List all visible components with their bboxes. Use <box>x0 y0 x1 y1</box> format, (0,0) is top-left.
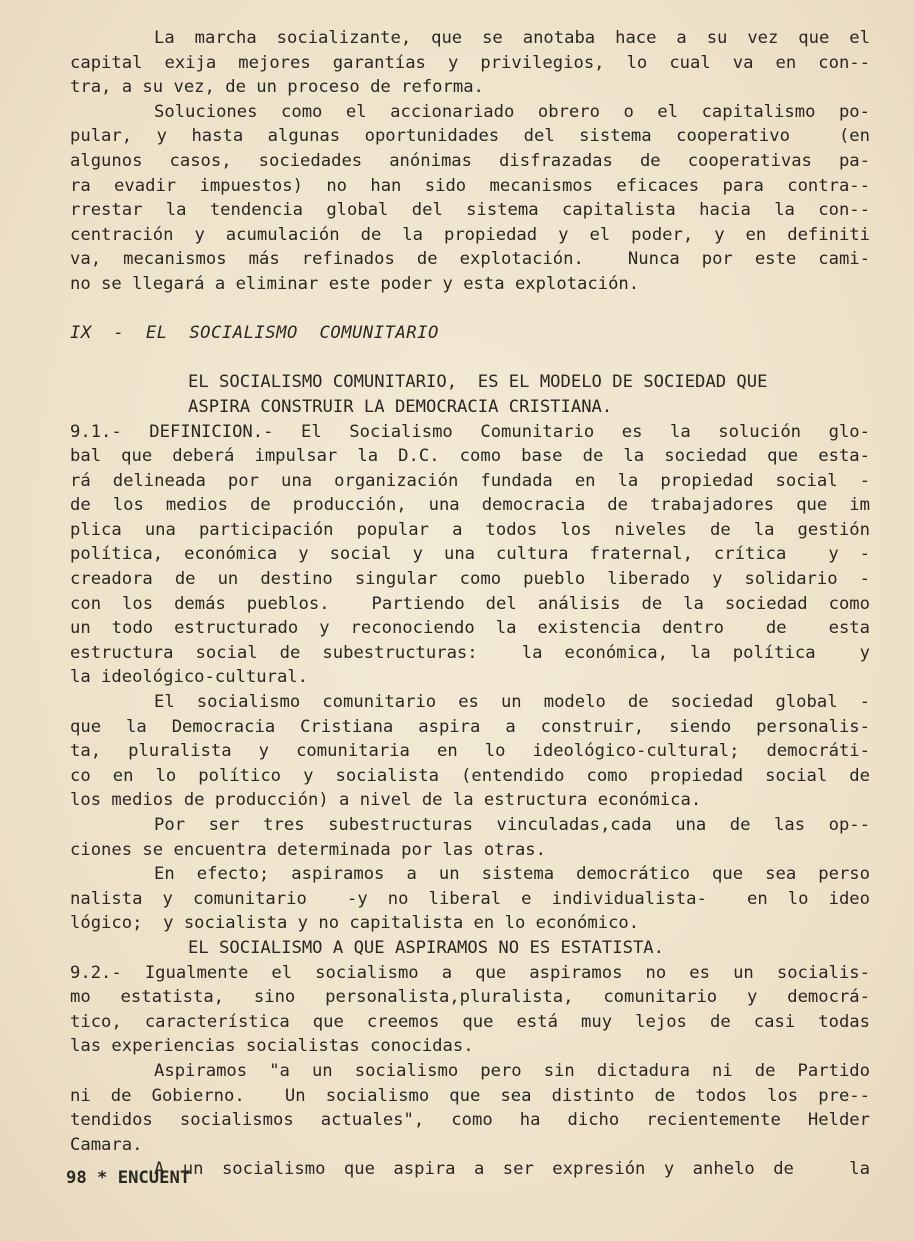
text-line: un todo estructurado y reconociendo la existencia dentro de esta <box>70 618 870 639</box>
text-line: Por ser tres subestructuras vinculadas,cada una de las op-- <box>154 815 870 835</box>
text-line: va, mecanismos más refinados de explotación. Nunca por este cami- <box>70 249 870 270</box>
text-line: creadora de un destino singular como pueblo liberado y solidario - <box>70 569 870 590</box>
spacer <box>70 346 870 371</box>
text-line: ra evadir impuestos) no han sido mecanismos eficaces para contra-- <box>70 175 870 196</box>
text-line: las experiencias socialistas conocidas. <box>70 1036 474 1057</box>
text-line: mo estatista, sino personalista,pluralista, comunitario y democrá- <box>70 987 870 1008</box>
text-line: nalista y comunitario -y no liberal e individualista- en lo ideo <box>70 888 870 909</box>
text-line: ni de Gobierno. Un socialismo que sea distinto de todos los pre-- <box>70 1085 870 1106</box>
text-line: tra, a su vez, de un proceso de reforma. <box>70 77 484 98</box>
text-line: 9.1.- DEFINICION.- El Socialismo Comunitario es la solución glo- <box>70 421 870 442</box>
document-body <box>70 26 870 1182</box>
text-line: de los medios de producción, una democracia de trabajadores que im <box>70 495 870 516</box>
text-line: estructura social de subestructuras: la económica, la política y <box>70 642 870 663</box>
text-line: con los demás pueblos. Partiendo del análisis de la sociedad como <box>70 593 870 614</box>
text-line: tendidos socialismos actuales", como ha dicho recientemente Helder <box>70 1110 870 1131</box>
text-line: 9.2.- Igualmente el socialismo a que aspiramos no es un socialis- <box>70 962 870 983</box>
text-line: los medios de producción) a nivel de la estructura económica. <box>70 790 702 811</box>
text-line: pular, y hasta algunas oportunidades del sistema cooperativo (en <box>70 126 870 147</box>
section-heading: EL SOCIALISMO A QUE ASPIRAMOS NO ES ESTATISTA. <box>188 937 664 958</box>
text-line: Camara. <box>70 1134 143 1155</box>
text-line: tico, característica que creemos que está muy lejos de casi todas <box>70 1011 870 1032</box>
section-heading: ASPIRA CONSTRUIR LA DEMOCRACIA CRISTIANA. <box>188 396 613 417</box>
text-line: rá delineada por una organización fundada en la propiedad social - <box>70 470 870 491</box>
text-line: lógico; y socialista y no capitalista en lo económico. <box>70 913 640 934</box>
text-line: El socialismo comunitario es un modelo de sociedad global - <box>154 692 870 713</box>
text-line: En efecto; aspiramos a un sistema democrático que sea perso <box>154 864 870 885</box>
text-line: bal que deberá impulsar la D.C. como base de la sociedad que esta- <box>70 446 870 467</box>
text-line: algunos casos, sociedades anónimas disfrazadas de cooperativas pa- <box>70 150 870 171</box>
text-line: rrestar la tendencia global del sistema capitalista hacia la con-- <box>70 200 870 221</box>
page-footer: 98 * ENCUENT <box>66 1168 191 1188</box>
text-line: Aspiramos "a un socialismo pero sin dictadura ni de Partido <box>154 1060 870 1081</box>
text-line: centración y acumulación de la propiedad y el poder, y en definiti <box>70 224 870 245</box>
text-line: capital exija mejores garantías y privilegios, lo cual va en con-- <box>70 52 870 73</box>
section-title: IX - EL SOCIALISMO COMUNITARIO <box>70 323 439 344</box>
text-line: plica una participación popular a todos los niveles de la gestión <box>70 519 870 540</box>
text-line: co en lo político y socialista (entendido como propiedad social de <box>70 765 870 786</box>
text-line: A un socialismo que aspira a ser expresión y anhelo de la <box>154 1159 870 1180</box>
text-line: La marcha socializante, que se anotaba hace a su vez que el <box>154 28 870 48</box>
spacer <box>70 297 870 322</box>
text-line: la ideológico-cultural. <box>70 667 308 688</box>
text-line: no se llegará a eliminar este poder y esta explotación. <box>70 273 640 294</box>
section-heading: EL SOCIALISMO COMUNITARIO, ES EL MODELO DE SOCIEDAD QUE <box>188 372 768 393</box>
text-line: política, económica y social y una cultura fraternal, crítica y - <box>70 544 870 565</box>
text-line: Soluciones como el accionariado obrero o el capitalismo po- <box>154 101 870 122</box>
text-line: que la Democracia Cristiana aspira a construir, siendo personalis- <box>70 716 870 737</box>
text-line: ciones se encuentra determinada por las otras. <box>70 839 546 860</box>
text-line: ta, pluralista y comunitaria en lo ideológico-cultural; democráti- <box>70 741 870 762</box>
